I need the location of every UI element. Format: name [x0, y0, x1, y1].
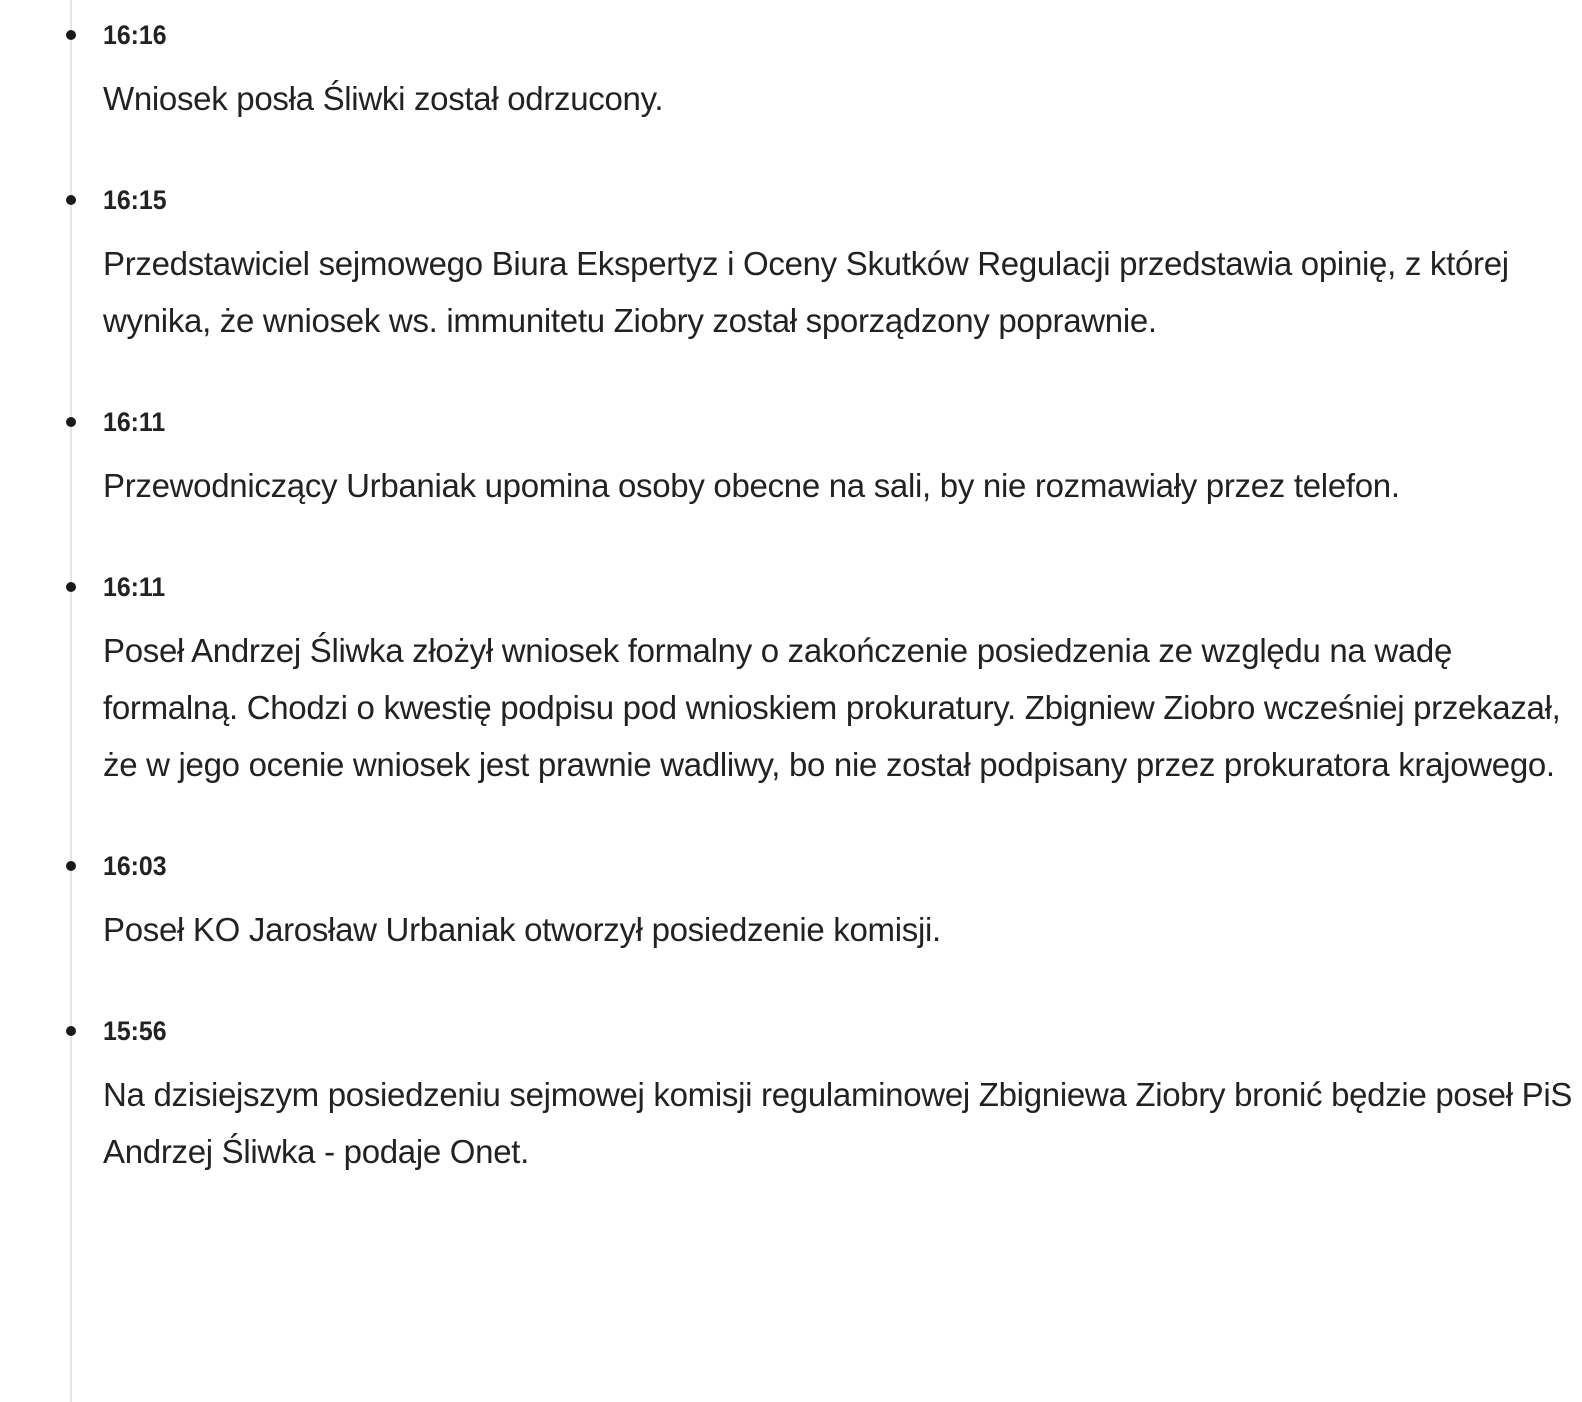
feed-entry [0, 14, 1582, 127]
entry-time: 15:56 [103, 1016, 167, 1046]
entry-time: 16:11 [103, 572, 166, 602]
entry-text: Na dzisiejszym posiedzeniu sejmowej komisji regulaminowej Zbigniewa Ziobry bronić będzie poseł PiS Andrzej Śliwka - podaje Onet. [103, 1076, 1573, 1170]
bullet-icon [66, 417, 76, 427]
entry-text: Przedstawiciel sejmowego Biura Ekspertyz i Oceny Skutków Regulacji przedstawia opinię, z której wynika, że wniosek ws. immunitetu Ziobry został sporządzony poprawnie. [103, 245, 1509, 339]
bullet-icon [66, 195, 76, 205]
entry-time: 16:03 [103, 851, 167, 881]
bullet-icon [66, 582, 76, 592]
entry-text: Poseł KO Jarosław Urbaniak otworzył posiedzenie komisji. [103, 911, 941, 948]
live-feed [0, 14, 1582, 1232]
bullet-icon [66, 30, 76, 40]
feed-entry [0, 566, 1582, 793]
entry-time: 16:16 [103, 20, 167, 50]
feed-entry [0, 179, 1582, 349]
entry-time: 16:15 [103, 185, 167, 215]
bullet-icon [66, 1026, 76, 1036]
entry-time: 16:11 [103, 407, 166, 437]
bullet-icon [66, 861, 76, 871]
feed-entry [0, 845, 1582, 958]
feed-entry [0, 1010, 1582, 1180]
entry-text: Poseł Andrzej Śliwka złożył wniosek formalny o zakończenie posiedzenia ze względu na wadę formalną. Chodzi o kwestię podpisu pod wnioskiem prokuratury. Zbigniew Ziobro wcześniej przekazał, że w jego ocenie wniosek jest prawnie wadliwy, bo nie został podpisany przez prokuratora krajowego. [103, 632, 1561, 783]
entry-text: Wniosek posła Śliwki został odrzucony. [103, 80, 664, 117]
entry-text: Przewodniczący Urbaniak upomina osoby obecne na sali, by nie rozmawiały przez telefon. [103, 467, 1400, 504]
feed-entry [0, 401, 1582, 514]
